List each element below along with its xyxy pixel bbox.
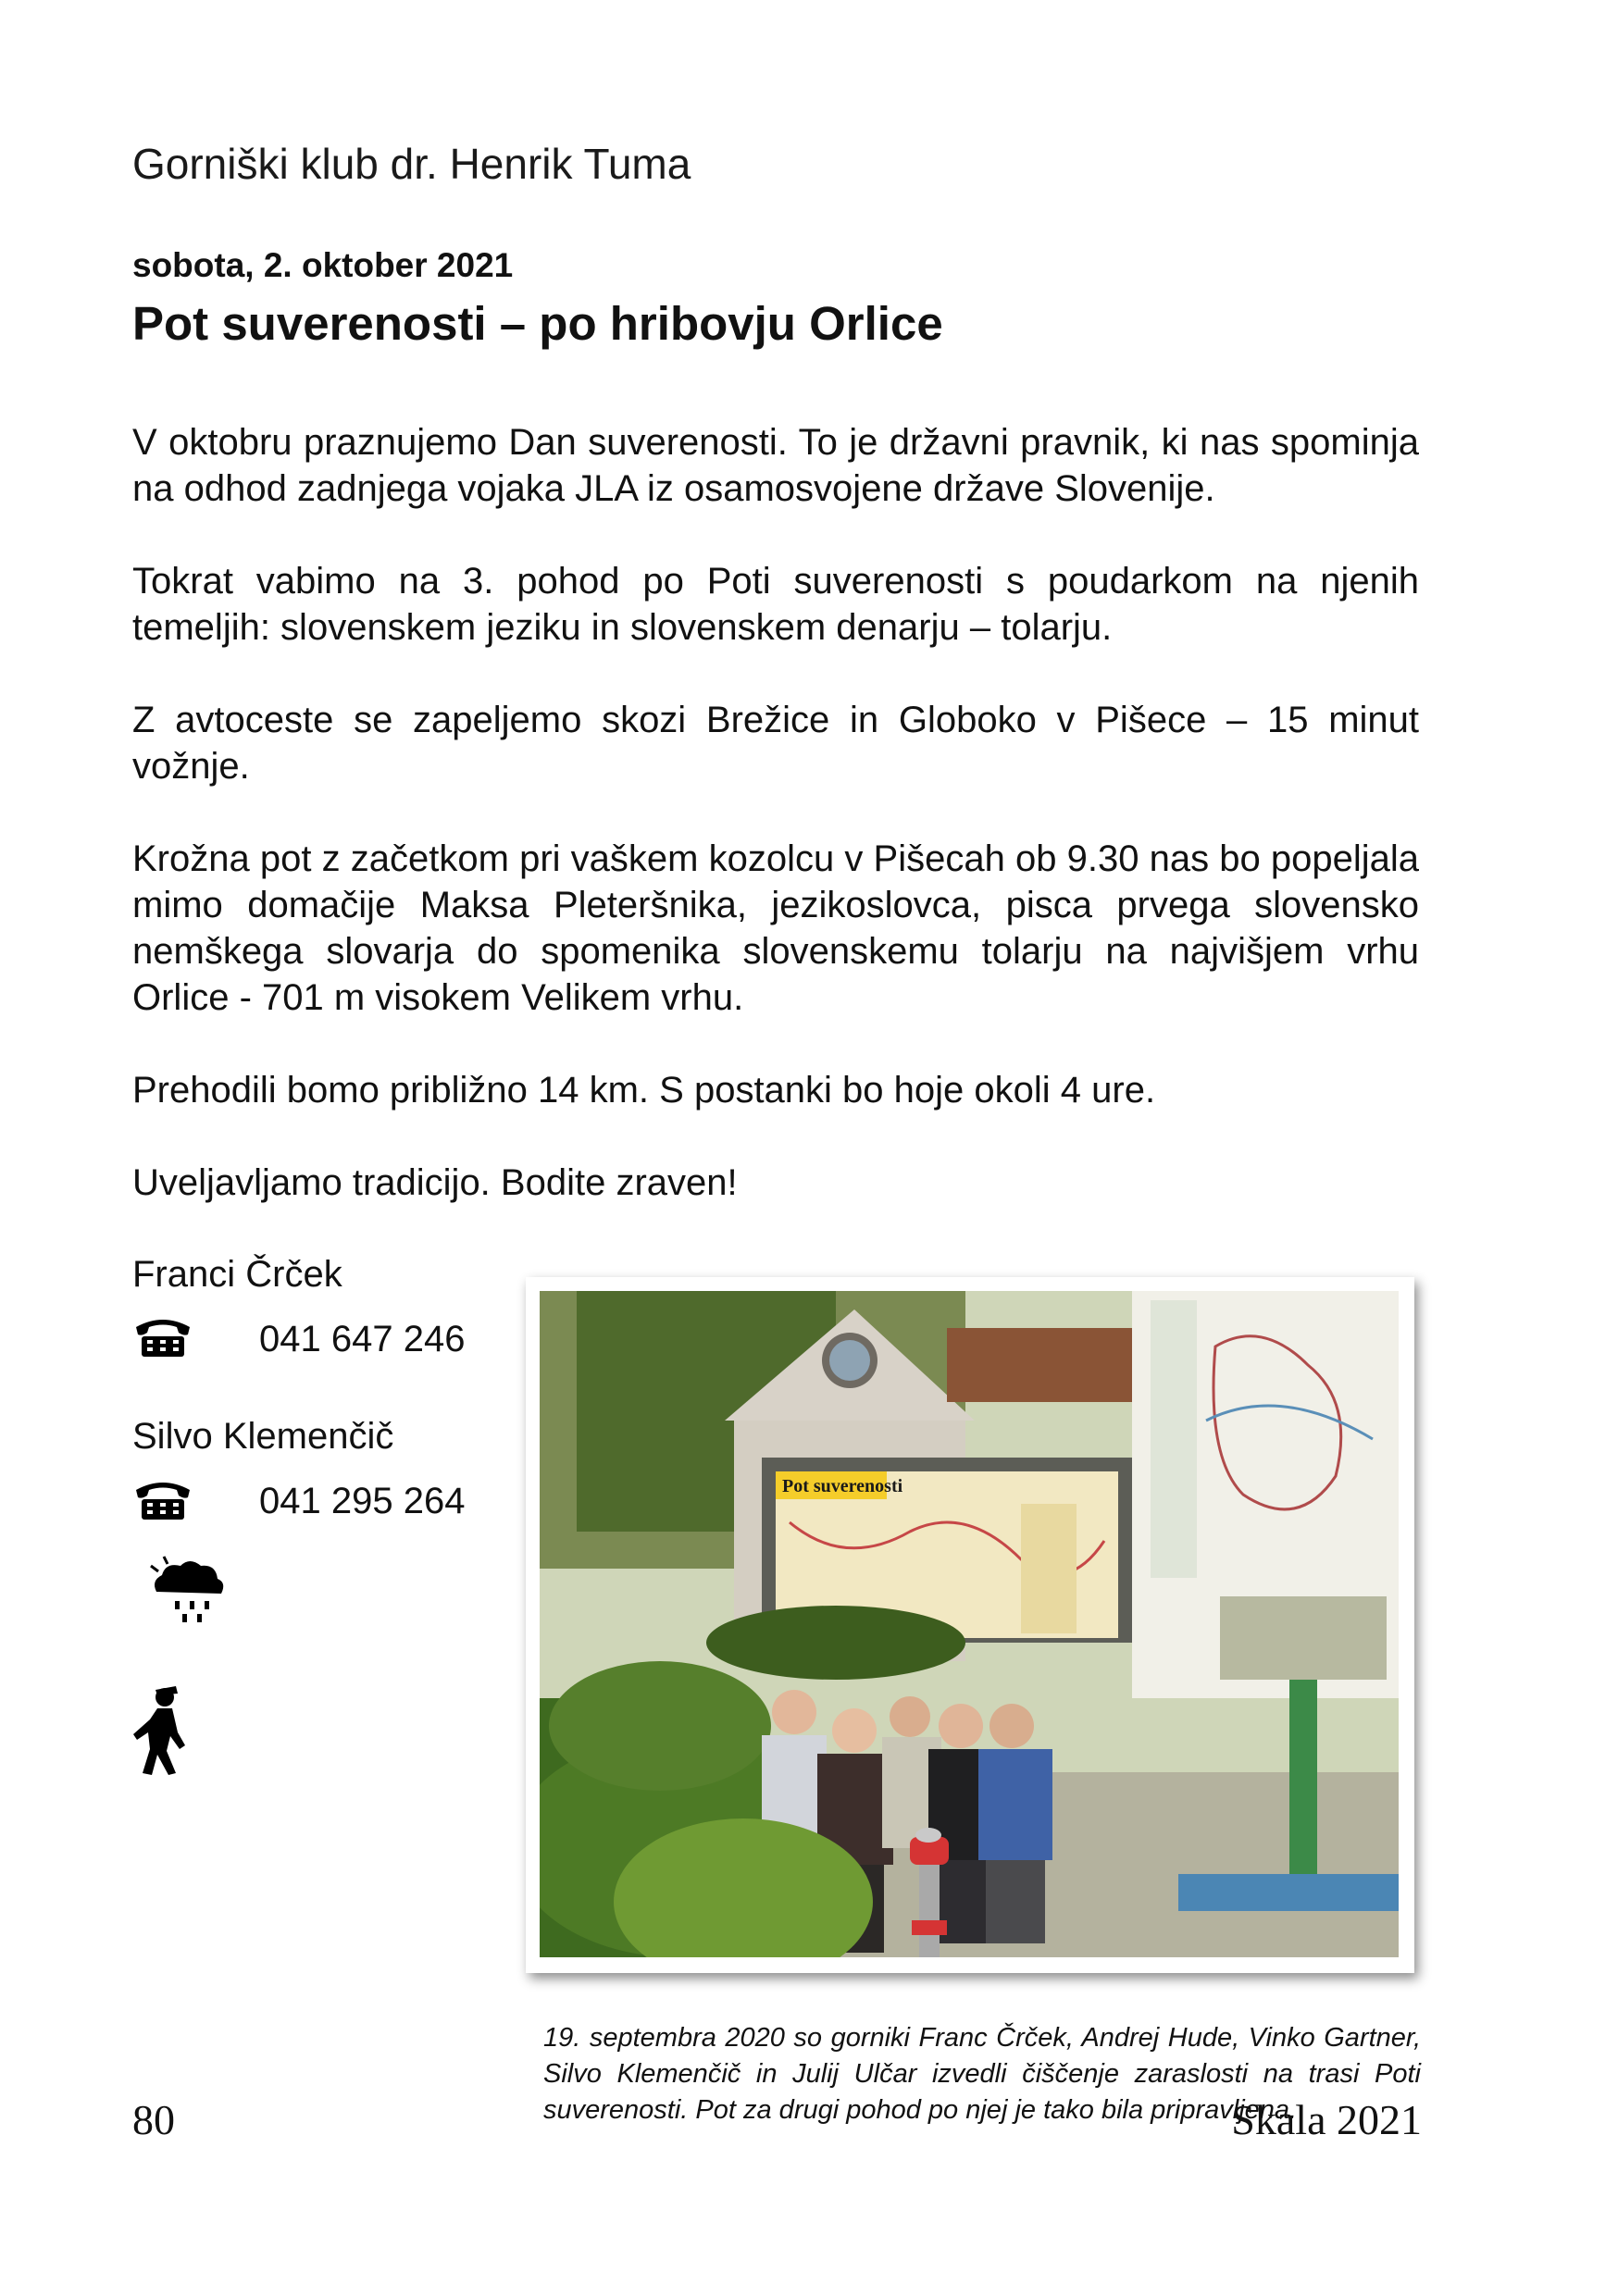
paragraph-closing: Uveljavljamo tradicijo. Bodite zraven! [132, 1162, 738, 1203]
contact-name-2: Silvo Klemenčič [132, 1416, 394, 1457]
photo-frame [526, 1277, 1414, 1973]
event-date: sobota, 2. oktober 2021 [132, 246, 514, 284]
hiker-icon [130, 1684, 199, 1777]
sign-label: Pot suverenosti [782, 1476, 903, 1496]
page-number: 80 [132, 2096, 175, 2143]
paragraph-directions: Z avtoceste se zapeljemo skozi Brežice in Globoko v Pišece – 15 minut vožnje. [132, 700, 1419, 787]
club-name: Gorniški klub dr. Henrik Tuma [132, 140, 691, 188]
telephone-icon [132, 1475, 193, 1521]
publication-title: Skala 2021 [1231, 2096, 1422, 2143]
paragraph-route: Krožna pot z začetkom pri vaškem kozolcu v Pišecah ob 9.30 nas bo popeljala mimo domačije Maksa Pleteršnika, jezikoslovca, pisca prvega slovensko nemškega slovarja do spomenika slovenskemu tolarju na najvišjem vrhu Orlice - 701 m visokem Velikem vrhu. [132, 838, 1419, 1018]
event-title: Pot suverenosti – po hribovju Orlice [132, 297, 943, 350]
rain-cloud-icon [143, 1555, 227, 1629]
telephone-icon [132, 1312, 193, 1359]
contact-phone-1: 041 647 246 [259, 1319, 466, 1359]
paragraph-intro: V oktobru praznujemo Dan suverenosti. To je državni pravnik, ki nas spominja na odhod zadnjega vojaka JLA iz osamosvojene države Slovenije. [132, 422, 1419, 509]
paragraph-invitation: Tokrat vabimo na 3. pohod po Poti suverenosti s poudarkom na njenih temeljih: slovenskem jeziku in slovenskem denarju – tolarju. [132, 561, 1419, 648]
group-photo [540, 1291, 1399, 1957]
photo-caption: 19. septembra 2020 so gorniki Franc Črček, Andrej Hude, Vinko Gartner, Silvo Klemenčič in Julij Ulčar izvedli čiščenje zaraslosti na trasi Poti suverenosti. Pot za drugi pohod po njej je tako bila pripravljena. [543, 2023, 1421, 2125]
paragraph-distance: Prehodili bomo približno 14 km. S postanki bo hoje okoli 4 ure. [132, 1070, 1156, 1111]
contact-name-1: Franci Črček [132, 1254, 342, 1295]
contact-phone-2: 041 295 264 [259, 1481, 466, 1521]
